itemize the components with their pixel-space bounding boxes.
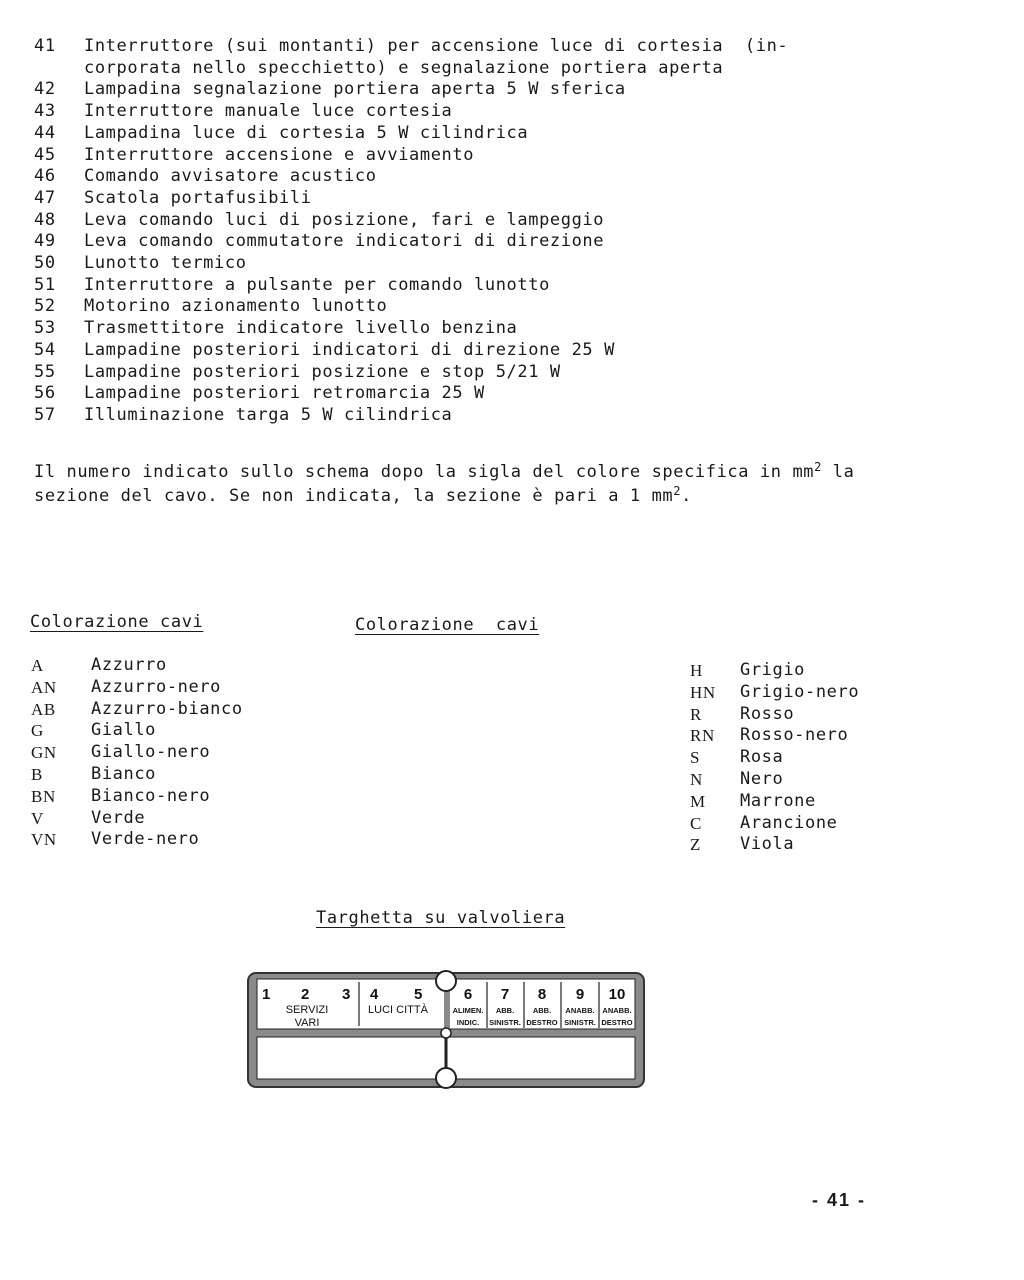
fuse-number: 6 — [463, 986, 473, 1003]
color-code: V — [31, 808, 44, 828]
fuse-label-top: ANABB. — [602, 1006, 632, 1015]
legend-item — [34, 340, 914, 362]
legend-item-number: 47 — [34, 187, 56, 208]
color-code: GN — [31, 743, 57, 763]
legend-item-number: 52 — [34, 296, 56, 317]
color-code: B — [31, 764, 43, 784]
color-entry — [31, 742, 243, 764]
color-name: Grigio-nero — [740, 681, 860, 702]
legend-item — [34, 231, 914, 253]
color-code: C — [690, 813, 702, 833]
fuse-number: 8 — [537, 986, 547, 1003]
color-code: RN — [690, 726, 715, 746]
legend-item-number: 41 — [34, 36, 56, 56]
color-code: AB — [31, 699, 56, 719]
color-code: H — [690, 661, 703, 680]
fuse-number-1: 1 — [262, 986, 271, 1003]
color-code: R — [690, 704, 702, 724]
mounting-hole-middle — [441, 1028, 451, 1038]
legend-item-number: 46 — [34, 166, 56, 187]
fuse-number: 7 — [500, 986, 510, 1003]
legend-item-text: Interruttore a pulsante per comando lunotto — [84, 274, 550, 295]
legend-item-text: Lampadine posteriori indicatori di direzione 25 W — [84, 339, 615, 360]
fuse-number-5: 5 — [414, 986, 423, 1003]
color-code: Z — [690, 835, 701, 855]
fuse-label-bottom: DESTRO — [601, 1018, 633, 1027]
fuse-box-plate — [246, 970, 646, 1090]
legend-item-text: Lampadina segnalazione portiera aperta 5 W sferica — [84, 79, 626, 100]
legend-item-number: 42 — [34, 79, 56, 100]
legend-item-number: 49 — [34, 231, 56, 252]
fuse-number: 9 — [575, 986, 585, 1003]
color-name: Rosso — [740, 703, 795, 724]
legend-item — [34, 296, 914, 318]
colors-right-heading: Colorazione cavi — [355, 615, 540, 635]
label-vari: VARI — [294, 1017, 320, 1029]
color-name: Azzurro — [91, 655, 167, 675]
label-servizi: SERVIZI — [285, 1004, 329, 1016]
color-name: Verde — [91, 807, 146, 828]
color-code: N — [690, 769, 703, 789]
legend-item-text: Interruttore (sui montanti) per accensione luce di cortesia (in- corporata nello specchietto) e segnalazione portiera aperta — [84, 36, 789, 78]
legend-list — [34, 36, 914, 427]
legend-item — [34, 123, 914, 145]
legend-item-text: Interruttore accensione e avviamento — [84, 144, 475, 165]
color-name: Giallo-nero — [91, 742, 211, 763]
color-entry — [31, 786, 243, 808]
fuse-label-bottom: SINISTR. — [489, 1018, 521, 1027]
color-entry — [31, 699, 243, 721]
legend-item-text: Lampadina luce di cortesia 5 W cilindrica — [84, 122, 529, 143]
legend-item-number: 43 — [34, 101, 56, 122]
mounting-hole-top — [436, 971, 456, 991]
color-code: G — [31, 721, 44, 741]
legend-item — [34, 210, 914, 232]
plate-title: Targhetta su valvoliera — [316, 908, 566, 928]
fuse-plate-drawing — [246, 970, 646, 1090]
fuse-number-2: 2 — [301, 986, 310, 1003]
color-name: Rosa — [740, 747, 784, 768]
color-name: Azzurro-bianco — [91, 698, 243, 719]
legend-item — [34, 145, 914, 167]
color-name: Verde-nero — [91, 829, 200, 850]
legend-item-number: 50 — [34, 253, 56, 274]
legend-item-text: Comando avvisatore acustico — [84, 166, 377, 187]
color-entry — [31, 655, 243, 677]
fuse-number-3: 3 — [342, 986, 351, 1003]
note-text-2: la sezione del cavo. Se non indicata, la sezione è pari a 1 mm — [34, 462, 855, 506]
colors-left-heading: Colorazione cavi — [30, 612, 204, 632]
color-code: A — [31, 656, 44, 675]
legend-item-text: Motorino azionamento lunotto — [84, 296, 388, 317]
legend-item-text: Scatola portafusibili — [84, 187, 312, 208]
color-entry — [690, 704, 859, 726]
legend-item-text: Trasmettitore indicatore livello benzina — [84, 318, 518, 339]
legend-item — [34, 36, 914, 79]
legend-item — [34, 188, 914, 210]
note-text-3: . — [681, 486, 692, 506]
color-entry — [690, 834, 859, 856]
fuse-label-top: ANABB. — [565, 1006, 595, 1015]
fuse-label-top: ABB. — [495, 1006, 515, 1015]
legend-item-number: 57 — [34, 404, 56, 425]
legend-item-text: Leva comando commutatore indicatori di direzione — [84, 231, 605, 252]
mounting-hole-bottom — [436, 1068, 456, 1088]
color-name: Viola — [740, 834, 795, 855]
legend-item — [34, 362, 914, 384]
legend-item-text: Leva comando luci di posizione, fari e lampeggio — [84, 209, 605, 230]
legend-item — [34, 318, 914, 340]
color-name: Marrone — [740, 790, 816, 811]
color-entry — [690, 682, 859, 704]
color-name: Nero — [740, 768, 784, 789]
legend-item — [34, 405, 914, 427]
color-name: Bianco-nero — [91, 785, 211, 806]
legend-item-text: Illuminazione targa 5 W cilindrica — [84, 404, 453, 425]
color-entry — [690, 747, 859, 769]
colors-right-list — [690, 660, 859, 856]
legend-item-number: 48 — [34, 209, 56, 230]
color-code: S — [690, 748, 701, 768]
color-entry — [31, 829, 243, 851]
page-number: - 41 - — [812, 1190, 867, 1210]
color-code: AN — [31, 677, 57, 697]
legend-item-text: Lunotto termico — [84, 253, 247, 274]
legend-item-text: Interruttore manuale luce cortesia — [84, 101, 453, 122]
color-name: Grigio — [740, 660, 806, 680]
color-code: VN — [31, 830, 57, 850]
note-text-1: Il numero indicato sullo schema dopo la sigla del colore specifica in mm — [34, 462, 815, 482]
color-name: Giallo — [91, 720, 157, 741]
color-name: Bianco — [91, 763, 157, 784]
legend-item-number: 54 — [34, 339, 56, 360]
color-name: Azzurro-nero — [91, 676, 222, 697]
fuse-label-top: ABB. — [532, 1006, 552, 1015]
legend-item-number: 45 — [34, 144, 56, 165]
fuse-label-bottom: SINISTR. — [564, 1018, 596, 1027]
note-sup-1: 2 — [814, 460, 822, 474]
legend-item-text: Lampadine posteriori posizione e stop 5/21 W — [84, 361, 561, 382]
legend-item-number: 44 — [34, 122, 56, 143]
legend-item-number: 56 — [34, 383, 56, 404]
fuse-label-top: ALIMEN. — [452, 1006, 484, 1015]
color-name: Rosso-nero — [740, 725, 849, 746]
color-entry — [690, 725, 859, 747]
section-note — [34, 460, 914, 508]
color-entry — [690, 769, 859, 791]
color-entry — [690, 791, 859, 813]
color-entry — [31, 764, 243, 786]
legend-item-number: 51 — [34, 274, 56, 295]
fuse-label-bottom: INDIC. — [456, 1018, 480, 1027]
legend-item — [34, 383, 914, 405]
colors-left-list — [31, 655, 243, 851]
color-code: HN — [690, 682, 716, 702]
color-entry — [31, 808, 243, 830]
fuse-number: 10 — [608, 986, 626, 1003]
label-luci-citta: LUCI CITTÀ — [368, 1004, 428, 1016]
legend-item — [34, 101, 914, 123]
color-code: M — [690, 791, 706, 811]
legend-item — [34, 79, 914, 101]
legend-item — [34, 275, 914, 297]
legend-item-number: 55 — [34, 361, 56, 382]
color-name: Arancione — [740, 812, 838, 833]
color-entry — [31, 677, 243, 699]
color-entry — [31, 720, 243, 742]
fuse-number-4: 4 — [370, 986, 379, 1003]
legend-item — [34, 166, 914, 188]
legend-item-text: Lampadine posteriori retromarcia 25 W — [84, 383, 485, 404]
color-entry — [690, 813, 859, 835]
color-entry — [690, 660, 859, 682]
legend-item-number: 53 — [34, 318, 56, 339]
color-code: BN — [31, 786, 56, 806]
note-sup-2: 2 — [673, 484, 682, 498]
fuse-label-bottom: DESTRO — [526, 1018, 558, 1027]
legend-item — [34, 253, 914, 275]
